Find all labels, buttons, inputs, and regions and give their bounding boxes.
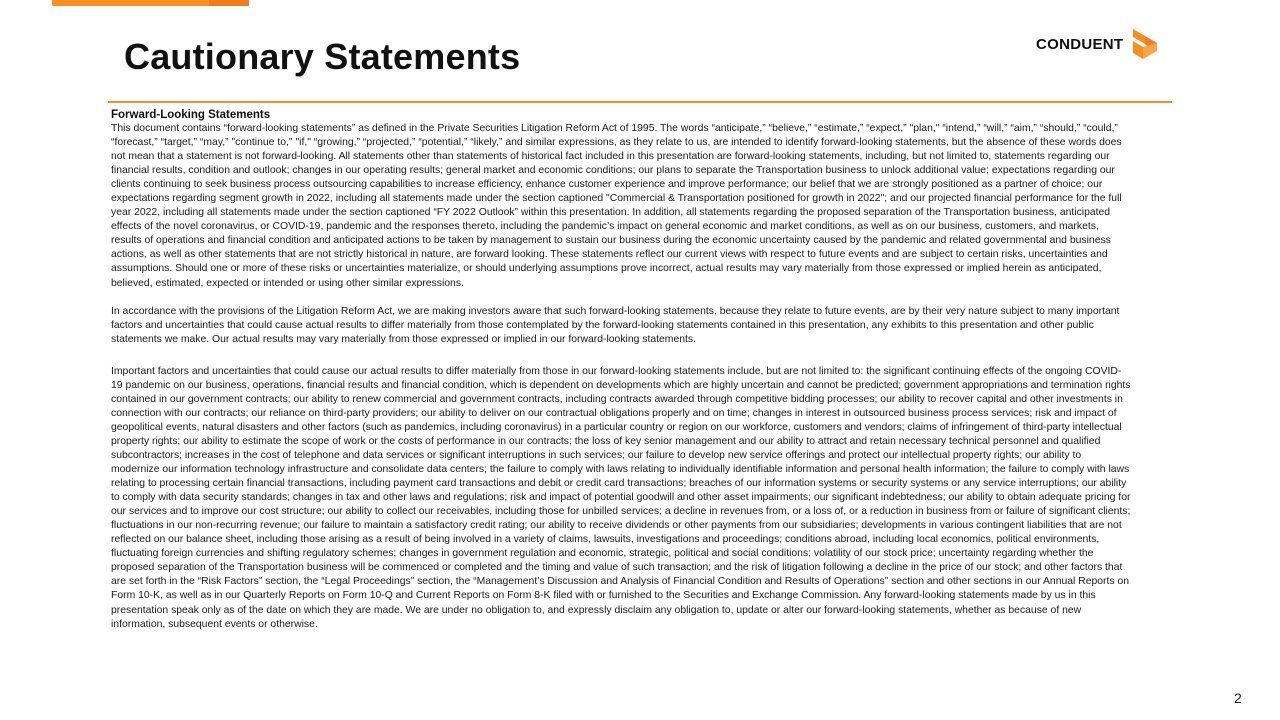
section-heading: Forward-Looking Statements [111, 109, 271, 121]
logo-text: CONDUENT [1036, 35, 1124, 53]
paragraph-forward-looking: This document contains “forward-looking statements” as defined in the Private Securities Litigation Reform Act of 1995. The words “anticipate,” “believe,” “estimate,” “expect,” "plan," “intend,” “will,” “aim,” “should,” “could,” “forecast,” “target,” “may,” "continue to," "if," “growing,” “projected,” “potential,” “likely,” and similar expressions, as they relate to us, are intended to identify forward-looking statements, but the absence of these words does not mean that a statement is not forward-looking. All statements other than statements of historical fact included in this presentation are forward-looking statements, including, but not limited to, statements regarding our financial results, condition and outlook; changes in our operating results; general market and economic conditions; our plans to separate the Transportation business to unlock additional value; expectations regarding our clients continuing to seek business process outsourcing capabilities to increase efficiency, enhance customer experience and improve performance; our belief that we are strongly positioned as a partner of choice; our expectations regarding segment growth in 2022, including all statements made under the section captioned "Commercial & Transportation positioned for growth in 2022"; and our projected financial performance for the full year 2022, including all statements made under the section captioned “FY 2022 Outlook” within this presentation. In addition, all statements regarding the proposed separation of the Transportation business, anticipated effects of the novel coronavirus, or COVID-19, pandemic and the responses thereto, including the pandemic’s impact on general economic and market conditions, as well as on our business, customers, and markets, results of operations and financial condition and anticipated actions to be taken by management to sustain our business during the economic uncertainty caused by the pandemic and related governmental and business actions, as well as other statements that are not strictly historical in nature, are forward looking. These statements reflect our current views with respect to future events and are subject to certain risks, uncertainties and assumptions. Should one or more of these risks or uncertainties materialize, or should underlying assumptions prove incorrect, actual results may vary materially from those expressed or implied herein as anticipated, believed, estimated, expected or intended or using other similar expressions. [111, 123, 1122, 289]
title-divider [108, 101, 1172, 103]
conduent-logo-icon [1127, 27, 1163, 61]
top-accent-bar [52, 0, 248, 6]
paragraph-important-factors: Important factors and uncertainties that could cause our actual results to differ materially from those in our forward-looking statements include, but are not limited to: the significant continuing effects of the ongoing COVID-19 pandemic on our business, operations, financial results and financial condition, which is dependent on developments which are highly uncertain and cannot be predicted; government appropriations and termination rights contained in our government contracts; our ability to renew commercial and government contracts, including contracts awarded through competitive bidding processes; our ability to recover capital and other investments in connection with our contracts; our reliance on third-party providers; our ability to deliver on our contractual obligations properly and on time; changes in interest in outsourced business process services; risk and impact of geopolitical events, natural disasters and other factors (such as pandemics, including coronavirus) in a particular country or region on our workforce, customers and vendors; claims of infringement of third-party intellectual property rights; our ability to estimate the scope of work or the costs of performance in our contracts; the loss of key senior management and our ability to attract and retain necessary technical personnel and qualified subcontractors; increases in the cost of telephone and data services or significant interruptions in such services; our failure to develop new service offerings and protect our intellectual property rights; our ability to modernize our information technology infrastructure and consolidate data centers; the failure to comply with laws relating to individually identifiable information and personal health information; the failure to comply with laws relating to processing certain financial transactions, including payment card transactions and debit or credit card transactions; breaches of our information systems or security systems or any service interruptions; our ability to comply with data security standards; changes in tax and other laws and regulations; risk and impact of potential goodwill and other asset impairments; our significant indebtedness; our ability to obtain adequate pricing for our services and to improve our cost structure; our ability to collect our receivables, including those for unbilled services; a decline in revenues from, or a loss of, or a reduction in business from or failure of significant clients; fluctuations in our non-recurring revenue; our failure to maintain a satisfactory credit rating; our ability to receive dividends or other payments from our subsidiaries; developments in various contingent liabilities that are not reflected on our balance sheet, including those arising as a result of being involved in a variety of claims, lawsuits, investigations and proceedings; conditions abroad, including local economics, political environments, fluctuating foreign currencies and shifting regulatory schemes; changes in government regulation and economic, strategic, political and social conditions; volatility of our stock price; uncertainty regarding whether the proposed separation of the Transportation business will be commenced or completed and the timing and value of such transaction; and the risk of litigation following a decline in the price of our stock; and other factors that are set forth in the “Risk Factors” section, the “Legal Proceedings” section, the “Management’s Discussion and Analysis of Financial Condition and Results of Operations” section and other sections in our Annual Reports on Form 10-K, as well as in our Quarterly Reports on Form 10-Q and Current Reports on Form 8-K filed with or furnished to the Securities and Exchange Commission. Any forward-looking statements made by us in this presentation speak only as of the date on which they are made. We are under no obligation to, and expressly disclaim any obligation to, update or alter our forward-looking statements, whether as because of new information, subsequent events or otherwise. [111, 365, 1131, 630]
page-number: 2 [1234, 690, 1242, 706]
disclaimer-body [111, 108, 1131, 632]
slide-title: Cautionary Statements [124, 36, 521, 77]
conduent-logo [1036, 27, 1163, 61]
paragraph-litigation-reform: In accordance with the provisions of the Litigation Reform Act, we are making investors aware that such forward-looking statements, because they relate to future events, are by their very nature subject to many important factors and uncertainties that could cause actual results to differ materially from those contemplated by the forward-looking statements contained in this presentation, any exhibits to this presentation and other public statements we make. Our actual results may vary materially from those expressed or implied in our forward-looking statements. [111, 305, 1120, 345]
